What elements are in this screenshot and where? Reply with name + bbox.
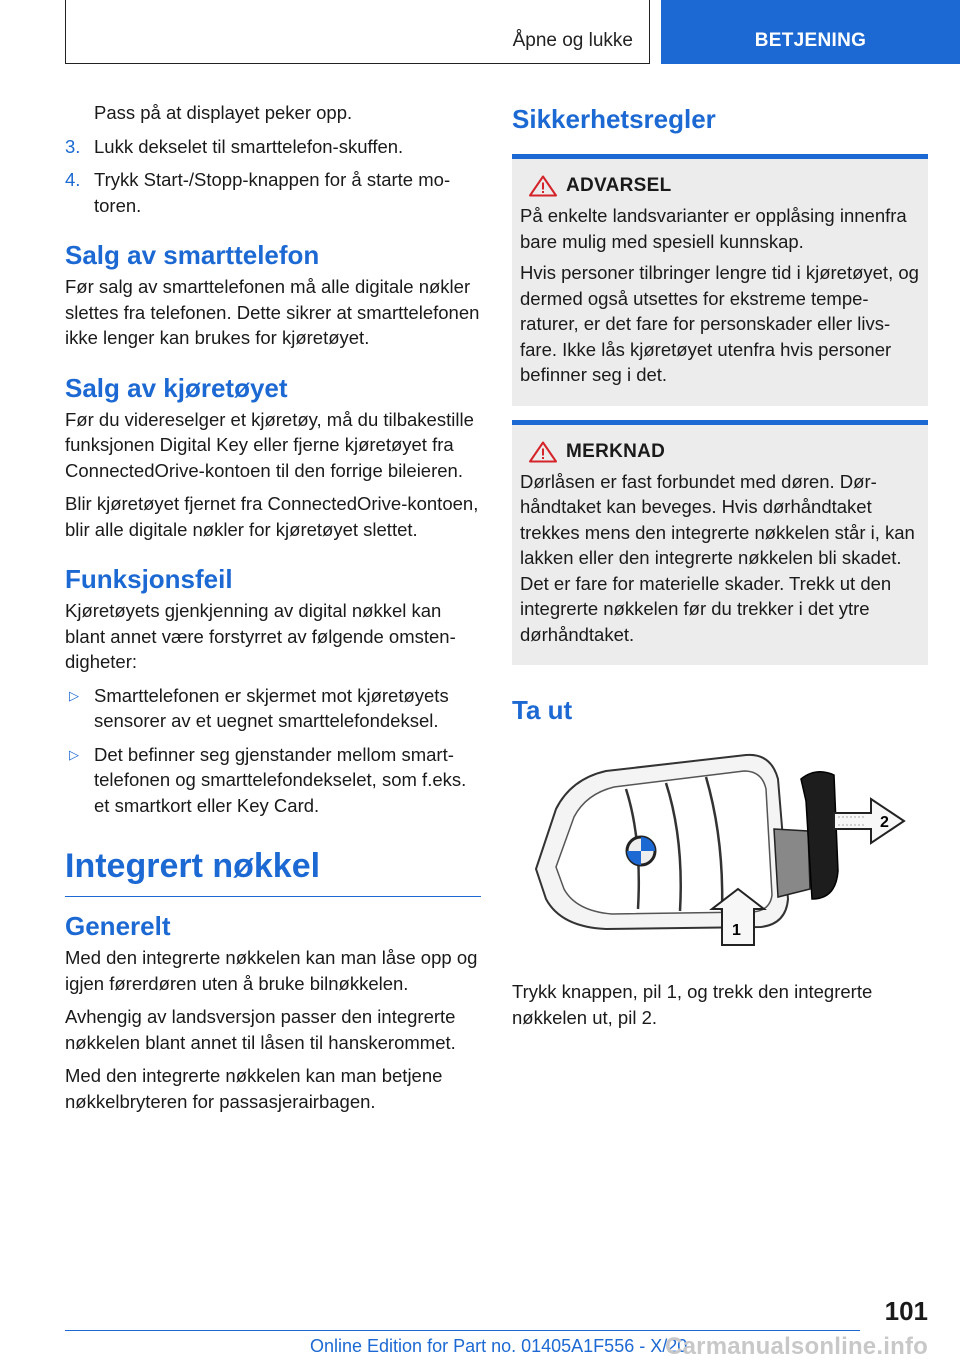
paragraph: Med den integrerte nøkkelen kan man betjene nøkkelbryteren for passasjerairbagen. <box>65 1065 443 1112</box>
chapter-tab <box>661 0 960 64</box>
notice-callout <box>512 420 928 666</box>
arrow-2-label: 2 <box>880 814 889 831</box>
callout-header <box>520 175 920 197</box>
paragraph: Med den integrerte nøkkelen kan man låse opp og igjen førerdøren uten å bruke bilnøkkelen. <box>65 947 478 994</box>
callout-paragraph: Hvis personer tilbringer lengre tid i kjøretøyet, og dermed også utsettes for ekstreme temperaturer, er det fare for personskader eller livsfare. Ikke lås kjøretøyet utenfra hvis personer befinner seg i det. <box>520 262 919 385</box>
callout-title: MERKNAD <box>566 440 666 462</box>
heading-integrert-nokkel: Integrert nøkkel <box>65 846 481 897</box>
footer-divider <box>65 1330 860 1331</box>
page-number: 101 <box>884 1296 928 1326</box>
callout-header <box>520 441 920 463</box>
paragraph: Blir kjøretøyet fjernet fra ConnectedOrive-kontoen, blir alle digitale nøkler for kjøretøyet slettet. <box>65 493 479 540</box>
step-continuation <box>65 100 481 126</box>
chapter-title: BETJENING <box>754 30 867 51</box>
heading-ta-ut: Ta ut <box>512 695 573 725</box>
heading-sikkerhetsregler: Sikkerhetsregler <box>512 104 716 134</box>
step-number: 3. <box>65 135 81 157</box>
right-column <box>512 100 928 1030</box>
edition-text: Online Edition for Part no. 01405A1F556 - X/20 <box>310 1336 688 1356</box>
left-column <box>65 100 481 1122</box>
warning-callout <box>512 154 928 406</box>
step-text: Trykk Start-/Stopp-knappen for å starte motoren. <box>94 169 451 216</box>
heading-salg-kjoretoy: Salg av kjøretøyet <box>65 372 288 403</box>
header-section-box <box>65 0 650 64</box>
arrow-1-label: 1 <box>732 922 741 939</box>
section-title: Åpne og lukke <box>512 30 633 51</box>
triangle-bullet-icon: ▷ <box>69 687 79 703</box>
callout-paragraph: Dørlåsen er fast forbundet med døren. Dørhåndtaket kan beveges. Hvis dørhåndtaket trekkes mens den integrerte nøkkelen står i, kan lakken eller den integrerte nøkkelen bli skadet. Det er fare for materielle skader. Trekk ut den integrerte nøkkelen før du trekker i det ytre dørhåndtaket. <box>520 470 915 645</box>
paragraph: Før du videreselger et kjøretøy, må du tilbakestille funksjonen Digital Key eller fjerne kjøretøyet fra ConnectedOrive-kontoen til den forrige bileieren. <box>65 408 474 481</box>
paragraph: Kjøretøyets gjenkjenning av digital nøkkel kan blant annet være forstyrret av følgende omstendigheter: <box>65 600 456 672</box>
step-number: 4. <box>65 169 81 190</box>
list-item <box>65 683 481 734</box>
warning-triangle-icon <box>528 175 558 197</box>
list-item-text: Smarttelefonen er skjermet mot kjøretøyets sensorer av et uegnet smarttelefondeksel. <box>94 684 449 731</box>
paragraph: Avhengig av landsversjon passer den integrerte nøkkelen blant annet til låsen til hanskerommet. <box>65 1006 456 1053</box>
heading-funksjonsfeil: Funksjonsfeil <box>65 564 233 594</box>
list-item-text: Det befinner seg gjenstander mellom smarttelefonen og smarttelefondekselet, som f.eks. et smartkort eller Key Card. <box>94 743 467 816</box>
step-item <box>65 167 481 218</box>
notice-triangle-icon <box>528 441 558 463</box>
step-continuation-text: Pass på at displayet peker opp. <box>94 102 353 123</box>
heading-salg-smarttelefon: Salg av smarttelefon <box>65 240 320 270</box>
heading-generelt: Generelt <box>65 911 171 941</box>
arrow-2-icon <box>834 799 904 843</box>
step-item <box>65 134 481 160</box>
paragraph: Før salg av smarttelefonen må alle digitale nøkler slettes fra telefonen. Dette sikrer at smarttelefonen ikke lenger kan brukes for kjøretøyet. <box>65 276 480 348</box>
callout-title: ADVARSEL <box>566 175 672 196</box>
list-item <box>65 742 481 819</box>
bullet-list <box>65 683 481 819</box>
image-caption: Trykk knappen, pil 1, og trekk den integrerte nøkkelen ut, pil 2. <box>512 981 873 1028</box>
callout-paragraph: På enkelte landsvarianter er opplåsing innenfra bare mulig med spesiell kunnskap. <box>520 205 907 252</box>
step-text: Lukk dekselet til smarttelefon-skuffen. <box>94 135 404 157</box>
triangle-bullet-icon: ▷ <box>69 746 79 762</box>
watermark: Carmanualsonline.info <box>665 1333 928 1360</box>
key-illustration <box>516 749 916 949</box>
